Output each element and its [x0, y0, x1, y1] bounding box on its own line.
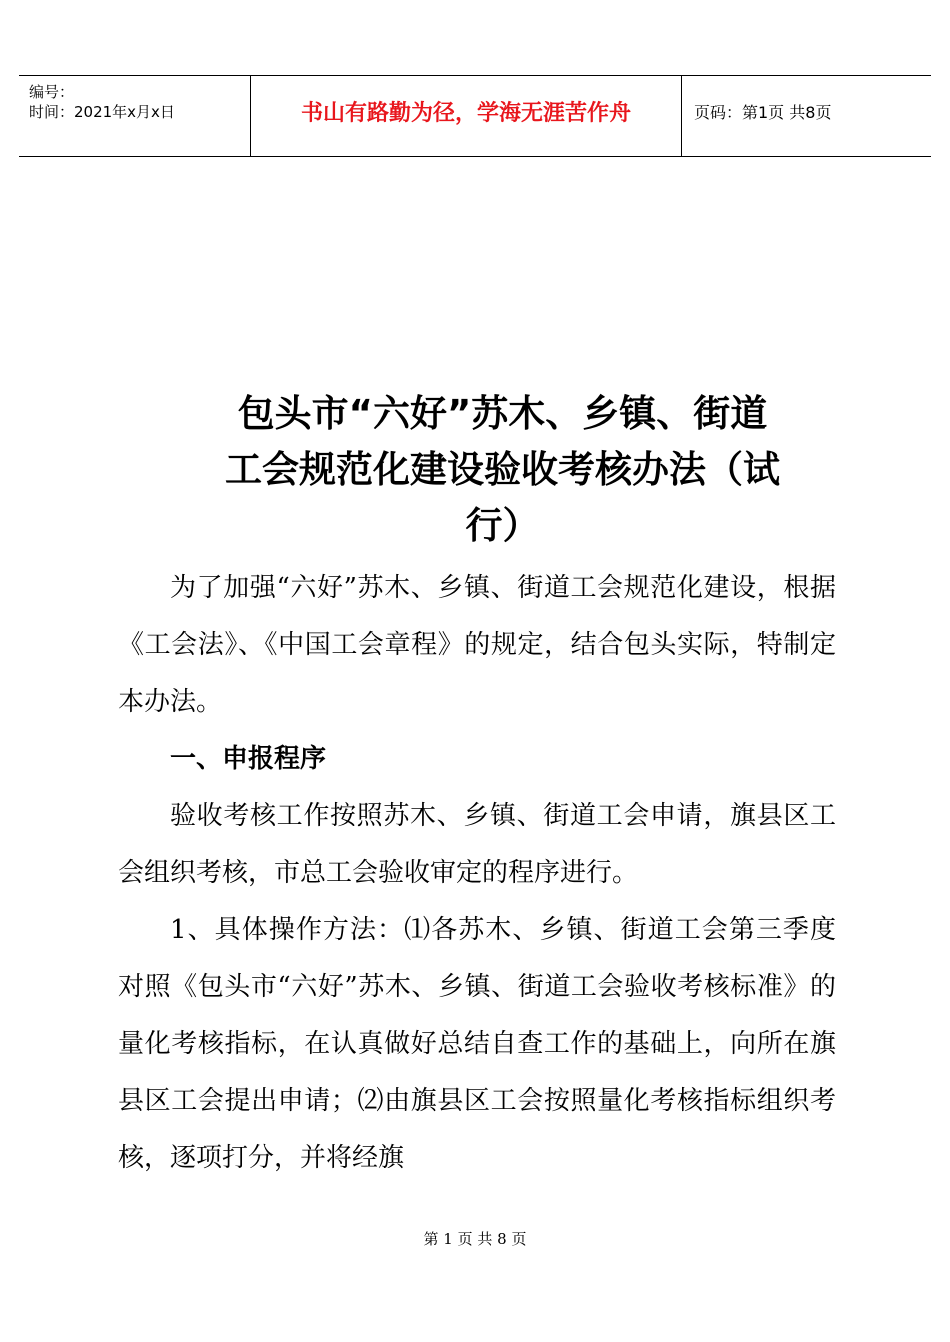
- paragraph-method: 1、具体操作方法：⑴各苏木、乡镇、街道工会第三季度对照《包头市“六好”苏木、乡镇、街道工会验收考核标准》的量化考核指标，在认真做好总结自查工作的基础上，向所在旗县区工会提出申请；⑵由旗县区工会按照量化考核指标组织考核，逐项打分，并将经旗: [118, 915, 836, 1173]
- title-line-3: 行）: [465, 504, 540, 547]
- document-title: [150, 386, 855, 554]
- header-page-info: 页码：第1页 共8页: [694, 102, 832, 122]
- document-body: [118, 560, 836, 1187]
- section-heading: 一、申报程序: [170, 744, 327, 774]
- document-header: [19, 75, 931, 157]
- header-meta: [19, 76, 251, 156]
- title-line-2: 工会规范化建设验收考核办法（试: [225, 448, 780, 491]
- page-footer: 第 1 页 共 8 页: [423, 1230, 527, 1248]
- header-motto: 书山有路勤为径，学海无涯苦作舟: [251, 76, 682, 156]
- number-label: 编号：: [29, 83, 75, 101]
- time-label: 时间：2021年x月x日: [29, 103, 175, 121]
- title-line-1: 包头市“六好”苏木、乡镇、街道: [237, 392, 768, 435]
- paragraph-procedure: 验收考核工作按照苏木、乡镇、街道工会申请，旗县区工会组织考核，市总工会验收审定的程序进行。: [118, 801, 836, 888]
- paragraph-intro: 为了加强“六好”苏木、乡镇、街道工会规范化建设，根据《工会法》、《中国工会章程》的规定，结合包头实际，特制定本办法。: [118, 573, 836, 717]
